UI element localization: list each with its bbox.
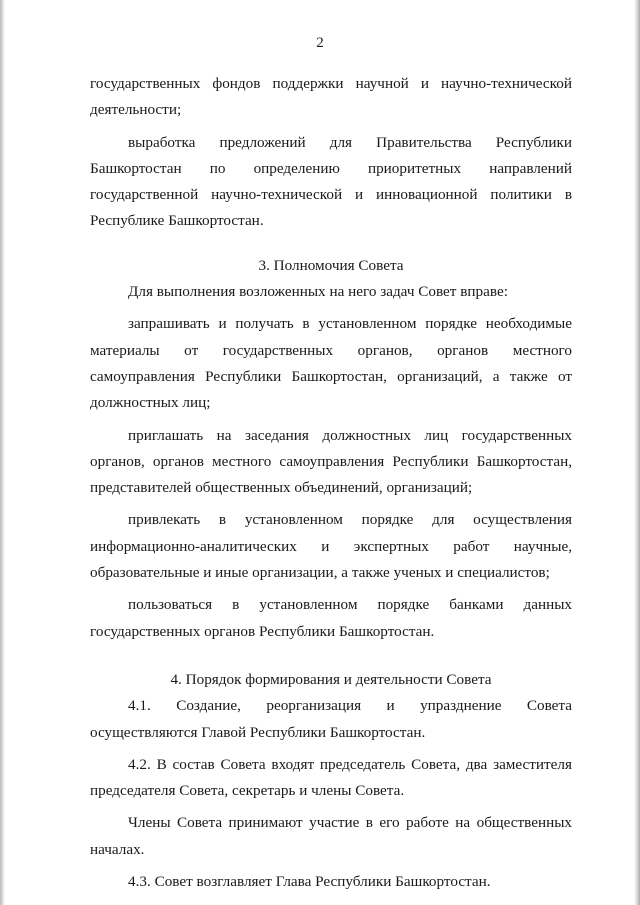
paragraph-line: должностных лиц; xyxy=(90,394,211,412)
scan-right-edge xyxy=(634,0,640,905)
paragraph-line: представителей общественных объединений, организаций; xyxy=(90,479,473,497)
paragraph-line: деятельности; xyxy=(90,101,182,119)
paragraph-line: государственных органов Республики Башкортостан. xyxy=(90,622,435,640)
paragraph-line: 4.2. В состав Совета входят председатель Совета, два заместителя xyxy=(128,755,572,773)
paragraph-line: пользоваться в установленном порядке банками данных xyxy=(128,596,572,614)
paragraph-line: самоуправления Республики Башкортостан, организаций, а также от xyxy=(90,367,572,385)
paragraph-line: выработка предложений для Правительства Республики xyxy=(128,133,572,151)
paragraph-line: началах. xyxy=(90,840,145,858)
paragraph-line: осуществляются Главой Республики Башкортостан. xyxy=(90,723,426,741)
paragraph-line: образовательные и иные организации, а также ученых и специалистов; xyxy=(90,564,550,582)
paragraph-line: 4.3. Совет возглавляет Глава Республики Башкортостан. xyxy=(128,873,491,891)
paragraph-line: Башкортостан по определению приоритетных направлений xyxy=(90,159,572,177)
paragraph-line: запрашивать и получать в установленном порядке необходимые xyxy=(128,315,572,333)
page-number: 2 xyxy=(316,35,324,51)
paragraph-line: Для выполнения возложенных на него задач Совет вправе: xyxy=(128,283,508,301)
document-body xyxy=(90,71,572,895)
paragraph-line: Члены Совета принимают участие в его работе на общественных xyxy=(128,814,572,832)
paragraph-line: органов, органов местного самоуправления Республики Башкортостан, xyxy=(90,452,572,470)
paragraph-line: государственных фондов поддержки научной и научно-технической xyxy=(90,75,572,92)
paragraph-line: государственной научно-технической и инновационной политики в xyxy=(90,186,572,204)
scan-left-edge xyxy=(0,0,5,905)
paragraph-line: привлекать в установленном порядке для осуществления xyxy=(128,511,572,529)
paragraph-line: материалы от государственных органов, органов местного xyxy=(90,341,572,359)
paragraph-line: 4.1. Создание, реорганизация и упразднение Совета xyxy=(128,697,572,715)
paragraph-line: председателя Совета, секретарь и члены Совета. xyxy=(90,782,405,800)
paragraph-line: приглашать на заседания должностных лиц государственных xyxy=(128,426,572,444)
section-heading-4: 4. Порядок формирования и деятельности Совета xyxy=(170,670,492,688)
paragraph-line: информационно-аналитических и экспертных работ научные, xyxy=(90,537,572,555)
paragraph-line: Республике Башкортостан. xyxy=(90,212,264,230)
section-heading-3: 3. Полномочия Совета xyxy=(258,256,404,274)
